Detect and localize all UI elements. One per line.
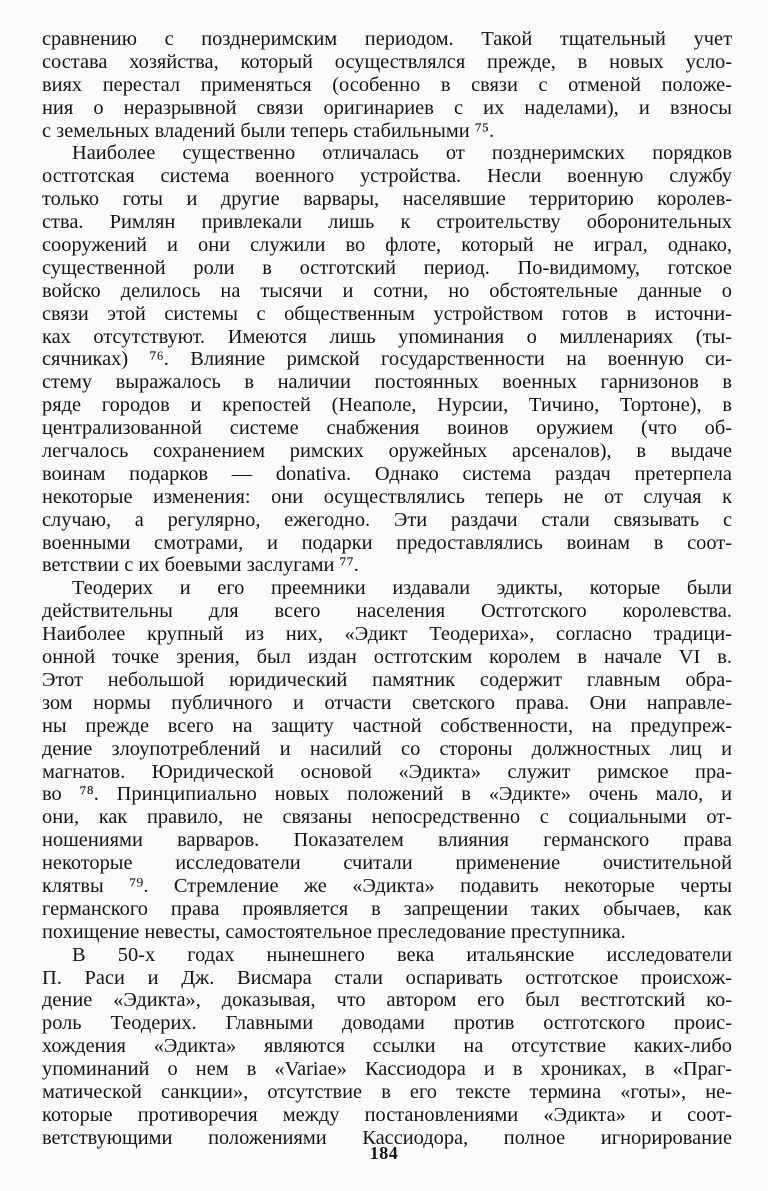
text-line: Теодерих и его преемники издавали эдикты, которые были xyxy=(72,577,732,600)
text-line: которые противоречия между постановлениями «Эдикта» и соот- xyxy=(42,1103,732,1126)
text-line: легчалось сохранением римских оружейных арсеналов), в выдаче xyxy=(42,440,732,463)
text-line: воинам подарков — donativa. Однако система раздач претерпела xyxy=(42,462,732,485)
text-line: ряде городов и крепостей (Неаполе, Нурсии, Тичино, Тортоне), в xyxy=(42,394,732,417)
text-line: войско делилось на тысячи и сотни, но обстоятельные данные о xyxy=(42,279,732,302)
text-line: во ⁷⁸. Принципиально новых положений в «Эдикте» очень мало, и xyxy=(42,783,732,806)
text-line: дение «Эдикта», доказывая, что автором его был вестготский ко- xyxy=(42,989,732,1012)
text-line: роль Теодерих. Главными доводами против остготского проис- xyxy=(42,1012,732,1035)
text-line: германского права проявляется в запрещении таких обычаев, как xyxy=(42,897,732,920)
text-line: некоторые исследователи считали применение очистительной xyxy=(42,852,732,875)
text-line: дение злоупотреблений и насилий со стороны должностных лиц и xyxy=(42,737,732,760)
text-line: матической санкции», отсутствие в его тексте термина «готы», не- xyxy=(42,1080,732,1103)
text-line: действительны для всего населения Остготского королевства. xyxy=(42,600,732,623)
text-line: П. Раси и Дж. Висмара стали оспаривать остготское происхож- xyxy=(42,966,732,989)
text-line: только готы и другие варвары, населявшие территорию королев- xyxy=(42,188,732,211)
paragraph xyxy=(42,28,732,142)
text-line: связи этой системы с общественным устройством готов в источни- xyxy=(42,302,732,325)
text-line: военными смотрами, и подарки предоставлялись воинам в соот- xyxy=(42,531,732,554)
page-number: 184 xyxy=(369,1143,399,1163)
text-line: стему выражалось в наличии постоянных военных гарнизонов в xyxy=(42,371,732,394)
text-line: онной точке зрения, был издан остготским королем в начале VI в. xyxy=(42,646,732,669)
text-line: сооружений и они служили во флоте, который не играл, однако, xyxy=(42,234,732,257)
text-line: ках отсутствуют. Имеются лишь упоминания о милленариях (ты- xyxy=(42,325,732,348)
paragraph xyxy=(42,577,732,943)
text-line: они, как правило, не связаны непосредственно с социальными от- xyxy=(42,806,732,829)
text-line: некоторые изменения: они осуществлялись теперь не от случая к xyxy=(42,485,732,508)
paragraph xyxy=(42,142,732,577)
text-line: Наиболее крупный из них, «Эдикт Теодериха», согласно традици- xyxy=(42,623,732,646)
text-line: В 50-х годах нынешнего века итальянские исследователи xyxy=(72,943,732,966)
text-line: Наиболее существенно отличалась от позднеримских порядков xyxy=(72,142,732,165)
text-line: зом нормы публичного и отчасти светского права. Они направле- xyxy=(42,691,732,714)
text-line: состава хозяйства, который осуществлялся прежде, в новых усло- xyxy=(42,50,732,73)
text-line: ния о неразрывной связи оригинариев с их наделами), и взносы xyxy=(42,96,732,119)
text-line: хождения «Эдикта» являются ссылки на отсутствие каких-либо xyxy=(42,1035,732,1058)
text-line: ветствии с их боевыми заслугами ⁷⁷. xyxy=(42,554,359,577)
text-line: ношениями варваров. Показателем влияния германского права xyxy=(42,829,732,852)
paragraph xyxy=(42,944,732,1150)
text-line: магнатов. Юридической основой «Эдикта» служит римское пра- xyxy=(42,760,732,783)
text-line: остготская система военного устройства. Несли военную службу xyxy=(42,165,732,188)
text-line: с земельных владений были теперь стабильными ⁷⁵. xyxy=(42,119,495,142)
text-line: ветствующими положениями Кассиодора, полное игнорирование xyxy=(42,1126,732,1149)
text-line: сячниках) ⁷⁶. Влияние римской государственности на военную си- xyxy=(42,348,732,371)
text-line: существенной роли в остготский период. По-видимому, готское xyxy=(42,256,732,279)
text-line: клятвы ⁷⁹. Стремление же «Эдикта» подавить некоторые черты xyxy=(42,874,732,897)
text-line: Этот небольшой юридический памятник содержит главным обра- xyxy=(42,668,732,691)
text-line: похищение невесты, самостоятельное преследование преступника. xyxy=(42,920,626,943)
text-line: сравнению с позднеримским периодом. Такой тщательный учет xyxy=(42,28,732,50)
text-line: ны прежде всего на защиту частной собственности, на предупреж- xyxy=(42,714,732,737)
text-line: виях перестал применяться (особенно в связи с отменой положе- xyxy=(42,73,732,96)
text-column xyxy=(42,28,732,1150)
text-line: ства. Римлян привлекали лишь к строительству оборонительных xyxy=(42,211,732,234)
text-line: случаю, а регулярно, ежегодно. Эти раздачи стали связывать с xyxy=(42,508,732,531)
text-line: централизованной системе снабжения воинов оружием (что об- xyxy=(42,417,732,440)
text-line: упоминаний о нем в «Variae» Кассиодора и в хрониках, в «Праг- xyxy=(42,1058,732,1081)
